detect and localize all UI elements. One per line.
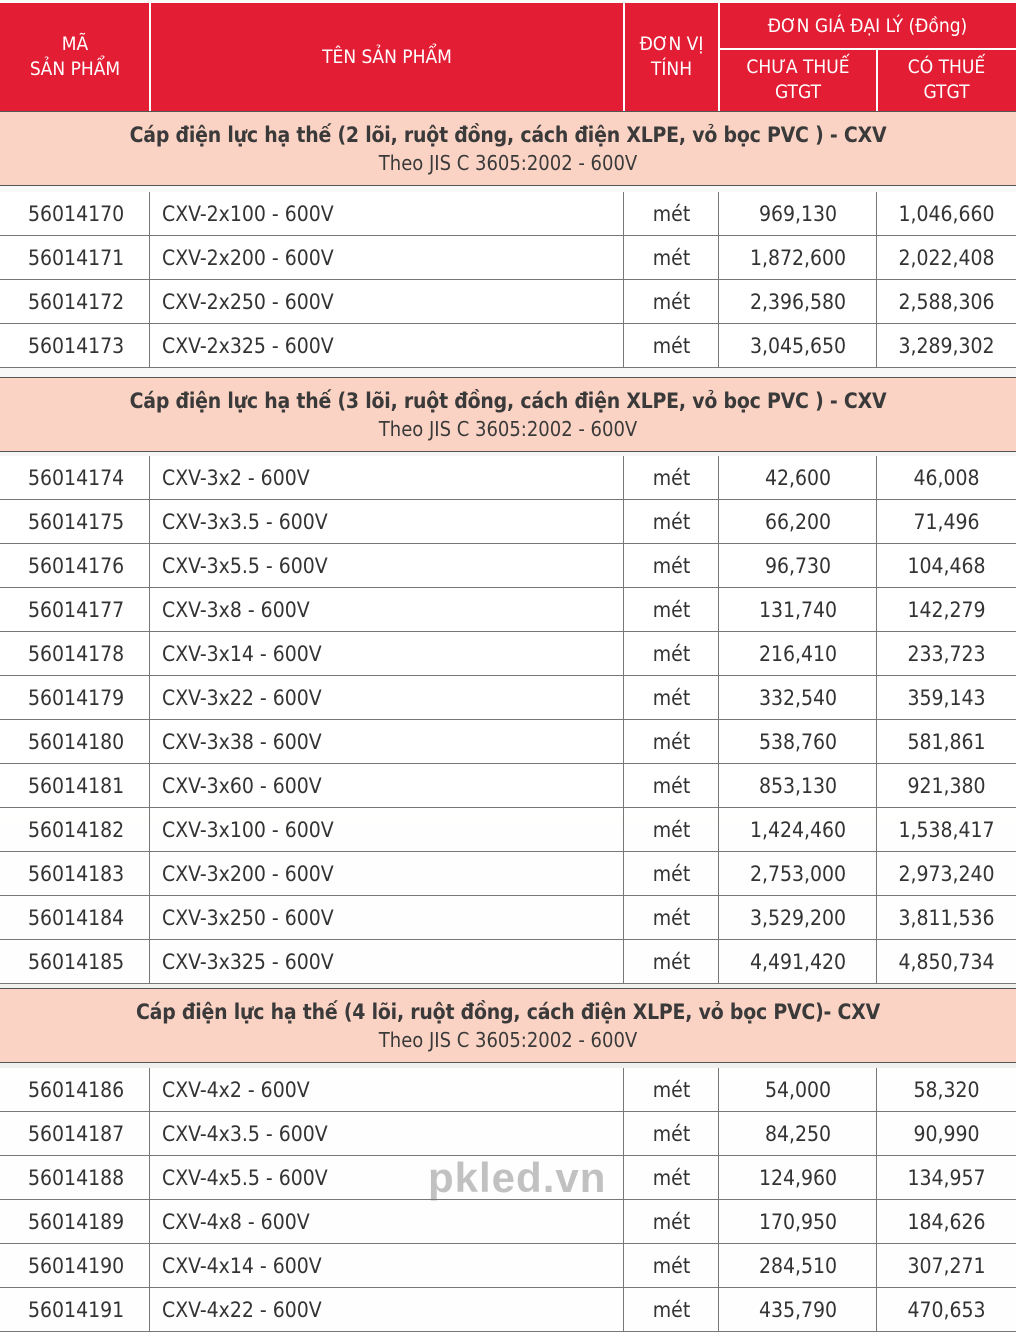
product-unit: mét xyxy=(652,1210,691,1234)
product-code: 56014171 xyxy=(28,246,125,270)
table-row xyxy=(0,1068,1016,1112)
section-header-3-core xyxy=(0,377,1016,452)
table-row xyxy=(0,544,1016,588)
product-name: CXV-2x250 - 600V xyxy=(162,290,334,314)
product-unit: mét xyxy=(652,686,691,710)
product-unit: mét xyxy=(652,1122,691,1146)
price-after-tax: 46,008 xyxy=(913,466,980,490)
table-row xyxy=(0,500,1016,544)
product-code: 56014170 xyxy=(28,202,125,226)
product-name: CXV-3x22 - 600V xyxy=(162,686,322,710)
product-unit: mét xyxy=(652,466,691,490)
price-before-tax: 124,960 xyxy=(758,1166,838,1190)
price-after-tax: 71,496 xyxy=(913,510,980,534)
product-code: 56014184 xyxy=(28,906,125,930)
table-row xyxy=(0,236,1016,280)
column-divider xyxy=(876,456,877,984)
product-unit: mét xyxy=(652,554,691,578)
watermark: pkled.vn xyxy=(428,1154,607,1201)
column-divider xyxy=(623,192,624,368)
header-divider xyxy=(623,3,625,111)
price-after-tax: 1,046,660 xyxy=(898,202,995,226)
column-divider xyxy=(149,192,150,368)
header-code: MÃ SẢN PHẨM xyxy=(29,33,121,80)
product-name: CXV-3x100 - 600V xyxy=(162,818,334,842)
product-code: 56014179 xyxy=(28,686,125,710)
price-after-tax: 470,653 xyxy=(907,1298,986,1322)
table-header xyxy=(0,3,1016,111)
header-price-group: ĐƠN GIÁ ĐẠI LÝ (Đồng) xyxy=(767,14,968,37)
price-after-tax: 2,588,306 xyxy=(898,290,995,314)
table-row xyxy=(0,1288,1016,1332)
header-divider xyxy=(149,3,151,111)
product-code: 56014178 xyxy=(28,642,125,666)
table-row xyxy=(0,192,1016,236)
section-title: Cáp điện lực hạ thế (3 lõi, ruột đồng, cách điện XLPE, vỏ bọc PVC ) - CXV xyxy=(129,389,887,413)
product-unit: mét xyxy=(652,642,691,666)
section-title: Cáp điện lực hạ thế (4 lõi, ruột đồng, cách điện XLPE, vỏ bọc PVC)- CXV xyxy=(135,1000,880,1024)
price-before-tax: 96,730 xyxy=(764,554,832,578)
product-name: CXV-2x325 - 600V xyxy=(162,334,334,358)
product-name: CXV-4x8 - 600V xyxy=(162,1210,310,1234)
product-name: CXV-3x250 - 600V xyxy=(162,906,334,930)
table-row xyxy=(0,456,1016,500)
product-name: CXV-3x3.5 - 600V xyxy=(162,510,328,534)
product-code: 56014173 xyxy=(28,334,125,358)
section-subtitle: Theo JIS C 3605:2002 - 600V xyxy=(378,417,638,441)
table-row xyxy=(0,720,1016,764)
price-after-tax: 3,811,536 xyxy=(898,906,995,930)
product-code: 56014185 xyxy=(28,950,125,974)
table-row xyxy=(0,764,1016,808)
column-divider xyxy=(149,456,150,984)
product-unit: mét xyxy=(652,818,691,842)
product-unit: mét xyxy=(652,950,691,974)
price-after-tax: 359,143 xyxy=(907,686,986,710)
price-before-tax: 170,950 xyxy=(758,1210,838,1234)
product-unit: mét xyxy=(652,246,691,270)
product-unit: mét xyxy=(652,1078,691,1102)
product-name: CXV-3x2 - 600V xyxy=(162,466,310,490)
price-before-tax: 538,760 xyxy=(758,730,838,754)
column-divider xyxy=(149,1068,150,1332)
price-before-tax: 332,540 xyxy=(758,686,838,710)
product-name: CXV-3x325 - 600V xyxy=(162,950,334,974)
header-price-after-tax: CÓ THUẾ GTGT xyxy=(907,56,986,103)
column-divider xyxy=(718,1068,719,1332)
product-name: CXV-4x22 - 600V xyxy=(162,1298,322,1322)
product-code: 56014182 xyxy=(28,818,125,842)
product-code: 56014177 xyxy=(28,598,125,622)
price-before-tax: 216,410 xyxy=(758,642,838,666)
price-before-tax: 853,130 xyxy=(758,774,838,798)
table-row xyxy=(0,808,1016,852)
column-divider xyxy=(718,456,719,984)
product-code: 56014176 xyxy=(28,554,125,578)
price-before-tax: 66,200 xyxy=(764,510,832,534)
product-unit: mét xyxy=(652,1166,691,1190)
price-after-tax: 142,279 xyxy=(907,598,986,622)
table-row xyxy=(0,1244,1016,1288)
product-code: 56014186 xyxy=(28,1078,125,1102)
price-before-tax: 969,130 xyxy=(758,202,838,226)
price-after-tax: 4,850,734 xyxy=(898,950,995,974)
product-unit: mét xyxy=(652,510,691,534)
price-before-tax: 1,872,600 xyxy=(749,246,847,270)
price-before-tax: 131,740 xyxy=(758,598,838,622)
header-unit: ĐƠN VỊ TÍNH xyxy=(639,33,704,80)
price-before-tax: 42,600 xyxy=(764,466,832,490)
product-name: CXV-3x5.5 - 600V xyxy=(162,554,328,578)
product-code: 56014188 xyxy=(28,1166,125,1190)
header-divider xyxy=(719,48,1016,50)
product-name: CXV-2x200 - 600V xyxy=(162,246,334,270)
table-row xyxy=(0,632,1016,676)
product-name: CXV-4x3.5 - 600V xyxy=(162,1122,328,1146)
price-before-tax: 84,250 xyxy=(764,1122,832,1146)
product-name: CXV-3x8 - 600V xyxy=(162,598,310,622)
product-name: CXV-3x38 - 600V xyxy=(162,730,322,754)
column-divider xyxy=(718,192,719,368)
section-rows-2-core xyxy=(0,192,1016,368)
product-unit: mét xyxy=(652,730,691,754)
product-code: 56014181 xyxy=(28,774,125,798)
product-code: 56014189 xyxy=(28,1210,125,1234)
header-price-before-tax: CHƯA THUẾ GTGT xyxy=(746,56,850,103)
table-row xyxy=(0,896,1016,940)
product-unit: mét xyxy=(652,774,691,798)
product-unit: mét xyxy=(652,598,691,622)
product-name: CXV-3x200 - 600V xyxy=(162,862,334,886)
product-unit: mét xyxy=(652,334,691,358)
price-before-tax: 1,424,460 xyxy=(749,818,847,842)
table-row xyxy=(0,940,1016,984)
price-before-tax: 435,790 xyxy=(758,1298,838,1322)
table-row xyxy=(0,280,1016,324)
header-name: TÊN SẢN PHẨM xyxy=(322,45,452,68)
price-after-tax: 184,626 xyxy=(907,1210,986,1234)
section-subtitle: Theo JIS C 3605:2002 - 600V xyxy=(378,1028,638,1052)
table-row xyxy=(0,1200,1016,1244)
price-after-tax: 134,957 xyxy=(907,1166,986,1190)
header-divider xyxy=(876,49,878,111)
price-after-tax: 2,022,408 xyxy=(898,246,995,270)
product-code: 56014172 xyxy=(28,290,125,314)
table-row xyxy=(0,324,1016,368)
price-after-tax: 581,861 xyxy=(907,730,986,754)
price-before-tax: 2,753,000 xyxy=(749,862,847,886)
product-name: CXV-3x14 - 600V xyxy=(162,642,322,666)
product-name: CXV-4x14 - 600V xyxy=(162,1254,322,1278)
product-code: 56014175 xyxy=(28,510,125,534)
product-code: 56014174 xyxy=(28,466,125,490)
table-row xyxy=(0,1112,1016,1156)
price-before-tax: 284,510 xyxy=(758,1254,838,1278)
column-divider xyxy=(876,192,877,368)
price-after-tax: 90,990 xyxy=(913,1122,980,1146)
column-divider xyxy=(623,1068,624,1332)
product-code: 56014187 xyxy=(28,1122,125,1146)
table-row xyxy=(0,852,1016,896)
section-header-4-core xyxy=(0,988,1016,1063)
price-after-tax: 307,271 xyxy=(907,1254,986,1278)
price-before-tax: 3,045,650 xyxy=(749,334,847,358)
table-row xyxy=(0,676,1016,720)
price-after-tax: 2,973,240 xyxy=(898,862,995,886)
price-after-tax: 921,380 xyxy=(907,774,986,798)
product-unit: mét xyxy=(652,906,691,930)
product-code: 56014191 xyxy=(28,1298,125,1322)
section-rows-3-core xyxy=(0,456,1016,984)
product-code: 56014180 xyxy=(28,730,125,754)
price-before-tax: 2,396,580 xyxy=(749,290,847,314)
price-after-tax: 233,723 xyxy=(907,642,986,666)
price-before-tax: 4,491,420 xyxy=(749,950,847,974)
header-divider xyxy=(718,3,720,111)
price-after-tax: 1,538,417 xyxy=(898,818,995,842)
product-name: CXV-4x2 - 600V xyxy=(162,1078,310,1102)
price-before-tax: 3,529,200 xyxy=(749,906,847,930)
price-after-tax: 104,468 xyxy=(907,554,986,578)
product-unit: mét xyxy=(652,862,691,886)
product-code: 56014183 xyxy=(28,862,125,886)
product-unit: mét xyxy=(652,1254,691,1278)
product-unit: mét xyxy=(652,1298,691,1322)
column-divider xyxy=(623,456,624,984)
section-subtitle: Theo JIS C 3605:2002 - 600V xyxy=(378,151,638,175)
price-after-tax: 58,320 xyxy=(913,1078,980,1102)
product-code: 56014190 xyxy=(28,1254,125,1278)
price-before-tax: 54,000 xyxy=(764,1078,832,1102)
product-unit: mét xyxy=(652,202,691,226)
product-name: CXV-2x100 - 600V xyxy=(162,202,334,226)
price-after-tax: 3,289,302 xyxy=(898,334,995,358)
product-name: CXV-3x60 - 600V xyxy=(162,774,322,798)
product-unit: mét xyxy=(652,290,691,314)
section-header-2-core xyxy=(0,111,1016,186)
section-title: Cáp điện lực hạ thế (2 lõi, ruột đồng, cách điện XLPE, vỏ bọc PVC ) - CXV xyxy=(129,123,887,147)
product-name: CXV-4x5.5 - 600V xyxy=(162,1166,328,1190)
column-divider xyxy=(876,1068,877,1332)
table-row xyxy=(0,588,1016,632)
